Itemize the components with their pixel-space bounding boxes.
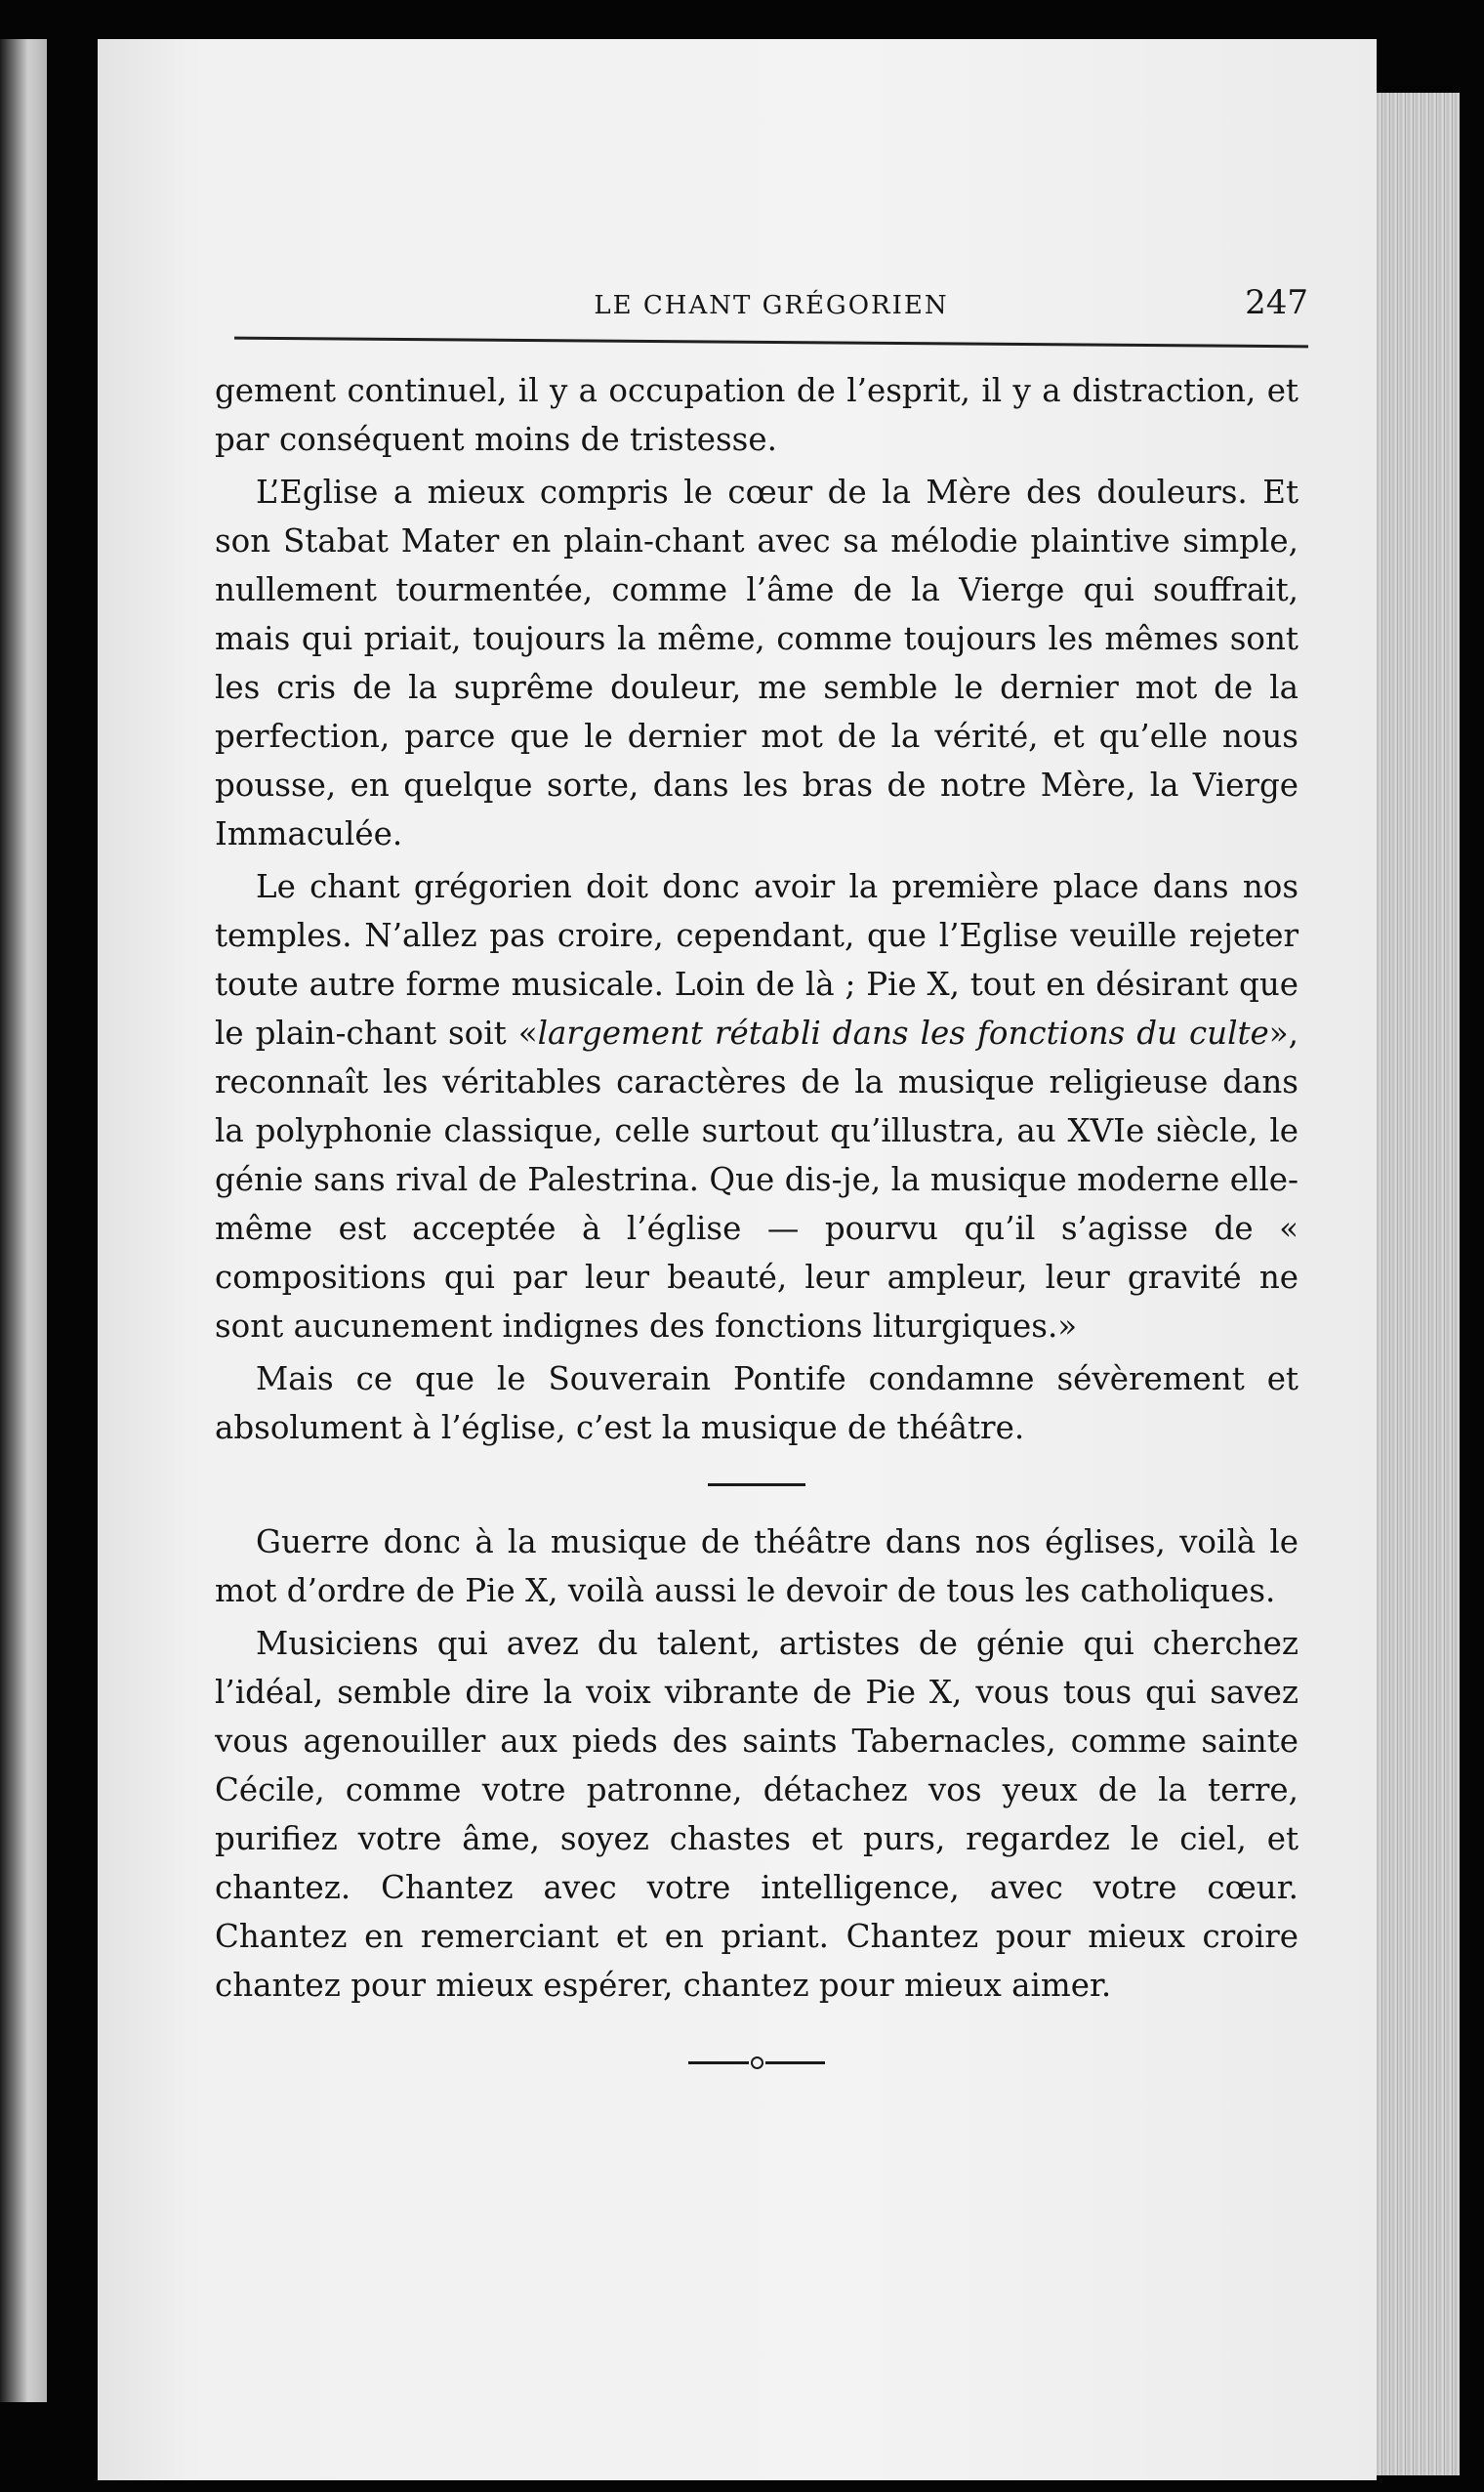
paragraph-4: Mais ce que le Souverain Pontife condamne sévèrement et absolument à l’église, c’est la musique de théâtre.	[215, 1360, 1298, 1446]
paragraph-3-lead: Le chant grégorien doit donc avoir la première place dans nos temples. N’allez pas croire, cependant, que l’Eglise veuille rejeter toute autre forme musicale. Loin de là ; Pie X, tout en désirant que le plain-chant soit «	[215, 868, 1298, 1052]
paragraph-1: gement continuel, il y a occupation de l’esprit, il y a distraction, et par conséquent moins de tristesse.	[215, 372, 1298, 458]
running-head	[234, 273, 1308, 344]
paragraph-6: Musiciens qui avez du talent, artistes de génie qui cherchez l’idéal, semble dire la voix vibrante de Pie X, vous tous qui savez vous agenouiller aux pieds des saints Tabernacles, comme sainte Cécile, comme votre patronne, détachez vos yeux de la terre, purifiez votre âme, soyez chastes et purs, regardez le ciel, et chantez. Chantez avec votre intelligence, avec votre cœur. Chantez en remerciant et en priant. Chantez pour mieux croire chantez pour mieux espérer, chantez pour mieux aimer.	[215, 1625, 1298, 2004]
previous-page-edge	[0, 39, 47, 2402]
paragraph-5: Guerre donc à la musique de théâtre dans nos églises, voilà le mot d’ordre de Pie X, voilà aussi le devoir de tous les catholiques.	[215, 1523, 1298, 1609]
section-divider	[708, 1483, 805, 1486]
paragraph-3	[215, 862, 1298, 1350]
end-ornament-line-left	[688, 2061, 749, 2064]
page-number: 247	[1245, 283, 1308, 322]
page-stack-edge	[1367, 93, 1460, 2475]
end-ornament	[688, 2053, 825, 2072]
paragraph-3-quote: largement rétabli dans les fonctions du culte	[537, 1015, 1269, 1052]
end-ornament-ring	[751, 2056, 763, 2069]
running-head-title: LE CHANT GRÉGORIEN	[594, 291, 949, 320]
header-rule	[234, 337, 1308, 349]
paragraph-3-rest: », reconnaît les véritables caractères de la musique religieuse dans la polyphonie classique, celle surtout qu’illustra, au XVIe siècle, le génie sans rival de Palestrina. Que dis-je, la musique moderne elle-même est acceptée à l’église — pourvu qu’il s’agisse de « compositions qui par leur beauté, leur ampleur, leur gravité ne sont aucunement indignes des fonctions liturgiques.»	[215, 1015, 1298, 1345]
book-page	[98, 39, 1377, 2480]
body-text	[215, 366, 1298, 2072]
paragraph-2: L’Eglise a mieux compris le cœur de la Mère des douleurs. Et son Stabat Mater en plain-chant avec sa mélodie plaintive simple, nullement tourmentée, comme l’âme de la Vierge qui souffrait, mais qui priait, toujours la même, comme toujours les mêmes sont les cris de la suprême douleur, me semble le dernier mot de la perfection, parce que le dernier mot de la vérité, et qu’elle nous pousse, en quelque sorte, dans les bras de notre Mère, la Vierge Immaculée.	[215, 474, 1298, 852]
end-ornament-line-right	[765, 2061, 826, 2064]
